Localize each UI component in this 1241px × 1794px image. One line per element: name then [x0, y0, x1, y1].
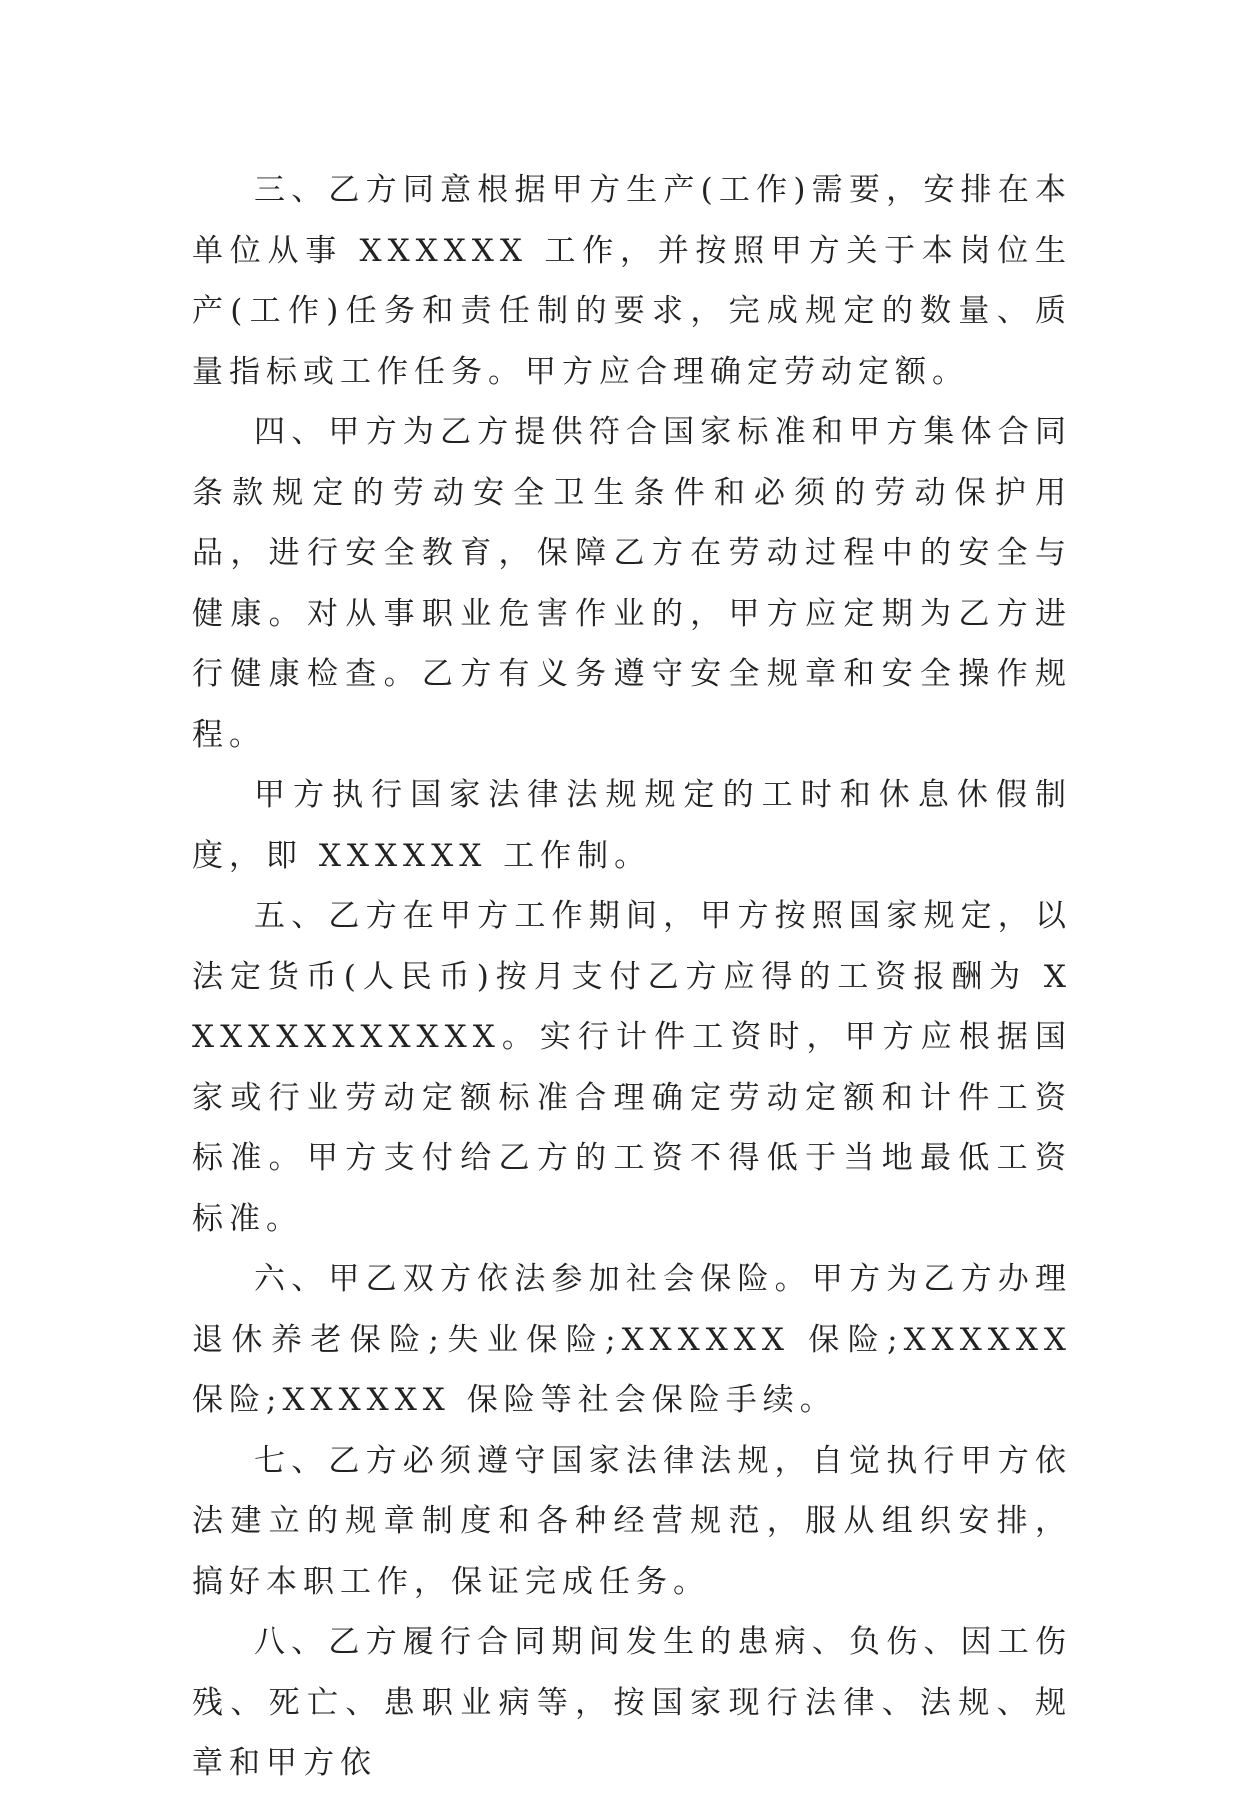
paragraph-clause-7: 七、乙方必须遵守国家法律法规，自觉执行甲方依法建立的规章制度和各种经营规范，服从组织安排，搞好本职工作，保证完成任务。 — [192, 1442, 1072, 1600]
paragraph-clause-5: 五、乙方在甲方工作期间，甲方按照国家规定，以法定货币(人民币)按月支付乙方应得的工资报酬为 XXXXXXXXXXXX。实行计件工资时，甲方应根据国家或行业劳动定额标准合理确定劳动定额和计件工资标准。甲方支付给乙方的工资不得低于当地最低工资标准。 — [192, 898, 1072, 1237]
paragraph-clause-8: 八、乙方履行合同期间发生的患病、负伤、因工伤残、死亡、患职业病等，按国家现行法律、法规、规章和甲方依 — [192, 1624, 1072, 1781]
paragraph-working-hours: 甲方执行国家法律法规规定的工时和休息休假制度，即 XXXXXX 工作制。 — [192, 777, 1072, 874]
document-body — [192, 160, 1072, 1794]
paragraph-clause-3: 三、乙方同意根据甲方生产(工作)需要，安排在本单位从事 XXXXXX 工作，并按照甲方关于本岗位生产(工作)任务和责任制的要求，完成规定的数量、质量指标或工作任务。甲方应合理确定劳动定额。 — [192, 172, 1072, 390]
paragraph-clause-4: 四、甲方为乙方提供符合国家标准和甲方集体合同条款规定的劳动安全卫生条件和必须的劳动保护用品，进行安全教育，保障乙方在劳动过程中的安全与健康。对从事职业危害作业的，甲方应定期为乙方进行健康检查。乙方有义务遵守安全规章和安全操作规程。 — [192, 414, 1072, 753]
paragraph-clause-6: 六、甲乙双方依法参加社会保险。甲方为乙方办理退休养老保险;失业保险;XXXXXX 保险;XXXXXX 保险;XXXXXX 保险等社会保险手续。 — [192, 1261, 1072, 1418]
